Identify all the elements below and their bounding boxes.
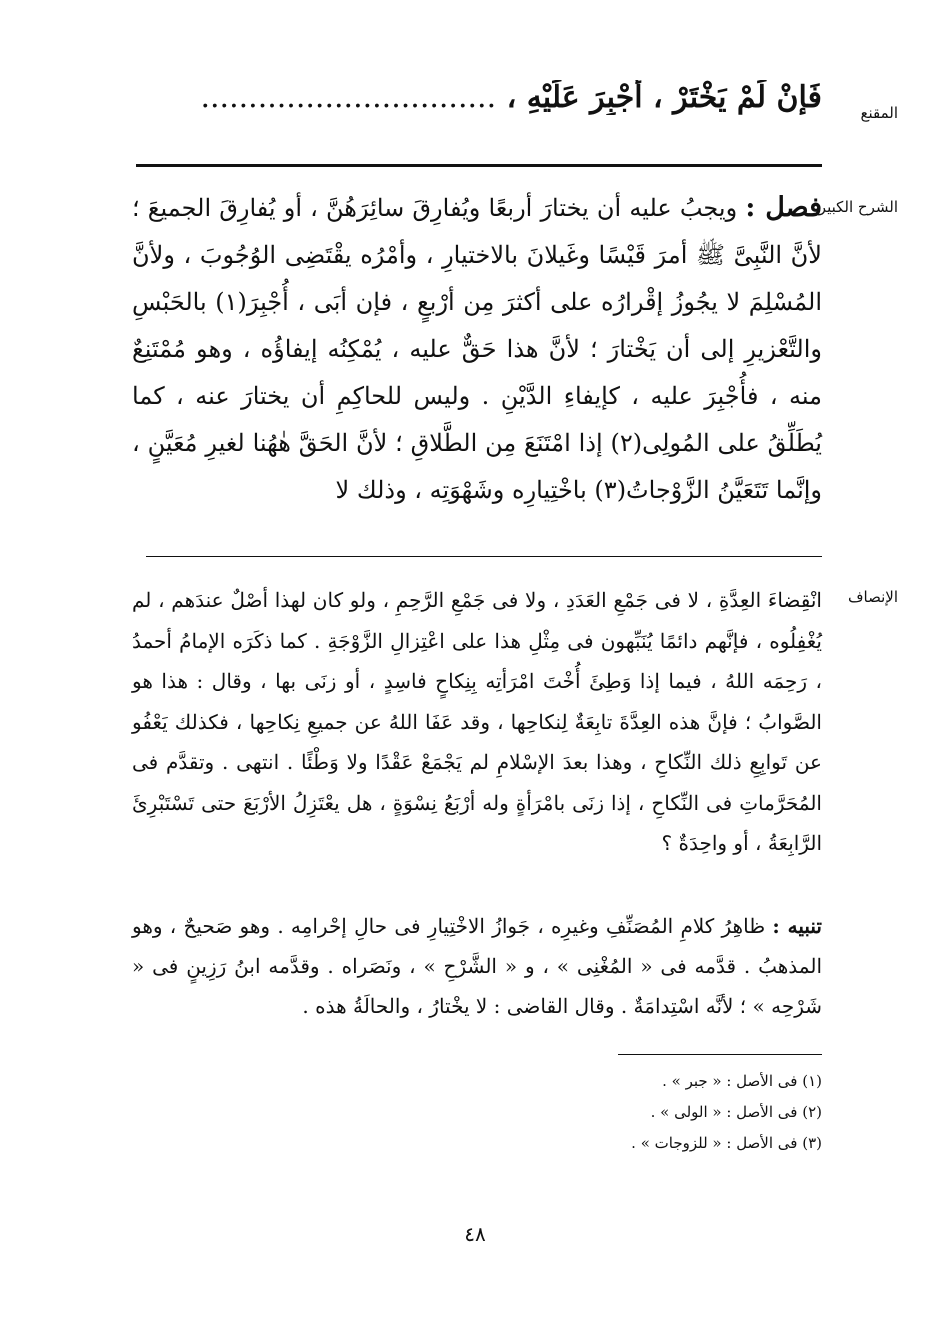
- footnotes: [400, 1066, 822, 1159]
- muqni-dots: ...............................: [200, 80, 497, 115]
- tanbih-body: ظاهِرُ كلامِ المُصَنِّفِ وغيرِه ، جَوازُ الاخْتِيارِ فى حالِ إحْرامِه . وهو صَحيحٌ ، وهو المذهبُ . قدَّمه فى « المُغْنِى » ، و « الشَّرْحِ » ، ونَصَراه . وقدَّمه ابنُ رَزِينٍ فى « شَرْحِه » ؛ لأنَّه اسْتِدامَةٌ . وقال القاضى : لا يخْتارُ ، والحالَةُ هذه .: [132, 914, 822, 1018]
- section-divider-thick: [136, 164, 822, 167]
- footnote-divider: [618, 1054, 822, 1055]
- muqni-main-text: فَإِنْ لَمْ يَخْتَرْ ، أُجْبِرَ عَلَيْهِ ،: [506, 80, 822, 115]
- muqni-text: [132, 80, 822, 115]
- label-muqni: المقنع: [860, 104, 898, 122]
- sharh-paragraph: [132, 184, 822, 514]
- sharh-body: ويجبُ عليه أن يختارَ أربعًا ويُفارِقَ سائِرَهُنَّ ، أو يُفارِقَ الجميعَ ؛ لأنَّ النَّبِىَّ ﷺ أمرَ قَيْسًا وغَيلانَ بالاختيارِ ، وأمْرُه يقْتَضِى الوُجُوبَ ، ولأنَّ المُسْلِمَ لا يجُوزُ إقْرارُه على أكثرَ مِن أرْبعٍ ، فإن أبَى ، أُجْبِرَ(١) بالحَبْسِ والتَّعْزيرِ إلى أن يَخْتارَ ؛ لأنَّ هذا حَقٌّ عليه ، يُمْكِنُه إيفاؤُه ، وهو مُمْتَنِعٌ منه ، فأُجْبِرَ عليه ، كإيفاءِ الدَّيْنِ . وليس للحاكِمِ أن يختارَ عنه ، كما يُطَلِّقُ على المُولِى(٢) إذا امْتَنَعَ مِن الطَّلاقِ ؛ لأنَّ الحَقَّ هٰهُنا لغيرِ مُعَيَّنٍ ، وإنَّما تَتَعَيَّنُ الزَّوْجاتُ(٣) باخْتِيارِه وشَهْوَتِه ، وذلك لا: [132, 194, 822, 504]
- sharh-lead: فصل :: [745, 192, 822, 223]
- section-divider-thin: [146, 556, 822, 557]
- footnote-item: (٢) فى الأصل : « الولى » .: [650, 1103, 822, 1121]
- footnote-item: (٣) فى الأصل : « للزوجات » .: [631, 1134, 822, 1152]
- insaf-paragraph: انْقِضاءَ العِدَّةِ ، لا فى جَمْعِ العَدَدِ ، ولا فى جَمْعِ الرَّحِمِ ، ولو كان لهذا أصْلٌ عندَهم ، لم يُغْفِلُوه ، فإنَّهم دائمًا يُنَبِّهون فى مِثْلِ هذا على اعْتِزالِ الزَّوْجَةِ . كما ذكَرَه الإمامُ أحمدُ ، رَحِمَه اللهُ ، فيما إذا وَطِئَ أُخْتَ امْرَأتِه بِنِكاحٍ فاسِدٍ ، أو زنَى بها ، وقال : هذا هو الصَّوابُ ؛ فإنَّ هذه العِدَّةَ تابِعَةٌ لِنكاحِها ، وقد عَفَا اللهُ عن جميعِ نِكاحِها ، فكذلك يَعْفُو عن تَوابِعِ ذلك النِّكاحِ ، وهذا بعدَ الإسْلامِ لم يَجْمَعْ عَقْدًا ولا وَطْئًا . انتهى . وتقدَّم فى المُحَرَّماتِ فى النِّكاحِ ، إذا زنَى بامْرَأةٍ وله أرْبَعُ نِسْوَةٍ ، هل يعْتَزِلُ الأرْبَعَ حتى تَسْتَبْرِئَ الرَّابِعَةُ ، أو واحِدَةٌ ؟: [132, 588, 822, 855]
- tanbih-lead: تنبيه :: [772, 914, 822, 938]
- label-insaf: الإنصاف: [847, 588, 898, 606]
- tanbih-paragraph: [132, 906, 822, 1026]
- label-sharh: الشرح الكبير: [818, 198, 898, 216]
- page-number: ٤٨: [464, 1222, 486, 1246]
- footnote-item: (١) فى الأصل : « جبر » .: [662, 1072, 822, 1090]
